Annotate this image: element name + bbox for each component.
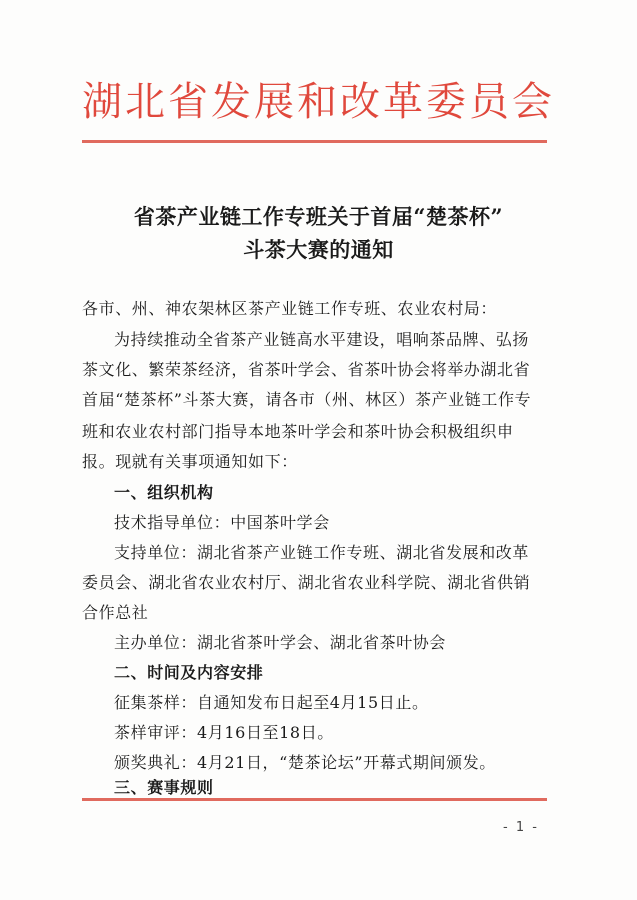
footer-red-rule — [82, 798, 547, 801]
agency-letterhead: 湖北省发展和改革委员会 — [82, 79, 555, 124]
notice-title-line-2: 斗茶大赛的通知 — [243, 237, 394, 262]
body-line: 首届“楚茶杯”斗茶大赛，请各市（州、林区）茶产业链工作专 — [82, 390, 532, 409]
body-line: 主办单位：湖北省茶叶学会、湖北省茶叶协会 — [114, 633, 447, 652]
salutation: 各市、州、神农架林区茶产业链工作专班、农业农村局： — [82, 299, 498, 318]
body-line: 委员会、湖北省农业农村厅、湖北省农业科学院、湖北省供销 — [82, 573, 531, 592]
page-number: - 1 - — [503, 820, 539, 835]
notice-title-line-1: 省茶产业链工作专班关于首届“楚茶杯” — [133, 204, 504, 229]
section-heading-schedule: 二、时间及内容安排 — [114, 663, 264, 682]
letterhead-red-rule — [82, 140, 547, 143]
body-line: 茶文化、繁荣茶经济，省茶叶学会、省茶叶协会将举办湖北省 — [82, 360, 531, 379]
body-line: 颁奖典礼：4月21日，“楚茶论坛”开幕式期间颁发。 — [114, 753, 496, 772]
body-line: 合作总社 — [82, 603, 149, 622]
section-heading-organization: 一、组织机构 — [114, 483, 214, 502]
body-line: 班和农业农村部门指导本地茶叶学会和茶叶协会积极组织申 — [82, 422, 514, 441]
section-heading-rules: 三、赛事规则 — [114, 778, 214, 797]
body-line: 茶样审评：4月16日至18日。 — [114, 723, 334, 742]
body-line: 报。现就有关事项通知如下： — [82, 452, 298, 471]
body-line: 技术指导单位：中国茶叶学会 — [114, 513, 330, 532]
body-line: 支持单位：湖北省茶产业链工作专班、湖北省发展和改革 — [114, 543, 530, 562]
body-line: 为持续推动全省茶产业链高水平建设，唱响茶品牌、弘扬 — [114, 330, 530, 349]
body-line: 征集茶样：自通知发布日起至4月15日止。 — [114, 693, 429, 712]
